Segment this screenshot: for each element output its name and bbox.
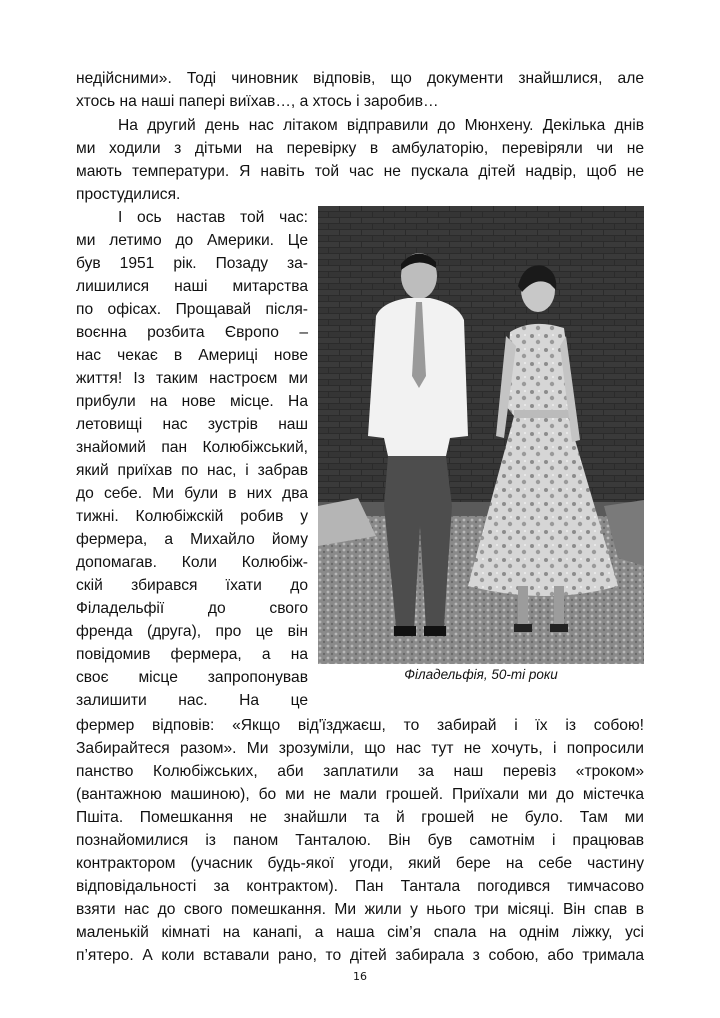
- photo-caption: Філадельфія, 50-ті роки: [404, 667, 558, 682]
- text-line: відповідальності за контрактом). Пан Тантала погодився тимчасово: [76, 878, 644, 895]
- text-line: недійсними». Тоді чиновник відповів, що документи знайшлися, але: [76, 70, 644, 87]
- figure: [318, 206, 644, 684]
- text-line: маленькій кімнаті на канапі, а наша сім’я спала на однім ліжку, усі: [76, 924, 644, 941]
- text-line: На другий день нас літаком відправили до Мюнхену. Декілька днів: [118, 117, 644, 134]
- text-line: Пшіта. Помешкання не знайшли та й грошей не було. Там ми: [76, 809, 644, 826]
- text-line: знайомий пан Колюбіжський,: [76, 439, 308, 456]
- text-line: Забирайтеся разом». Ми зрозуміли, що нас тут не хочуть, і попросили: [76, 740, 644, 757]
- text-line: п’ятеро. А коли вставали рано, то дітей забирала з собою, або тримала: [76, 947, 644, 964]
- text-line: френда (друга), про це він: [76, 623, 308, 640]
- text-line: взяти нас до свого помешкання. Ми жили у нього три місяці. Він спав в: [76, 901, 644, 918]
- text-line: який приїхав по нас, і забрав: [76, 462, 308, 479]
- text-line: своє місце запропонував: [76, 669, 308, 686]
- text-line: летовищі нас зустрів наш: [76, 416, 308, 433]
- text-line: воєнна розбита Європо –: [76, 324, 308, 341]
- text-line: ми ходили з дітьми на перевірку в амбулаторію, перевіряли чи не: [76, 140, 644, 157]
- text-line: хтось на наші папері виїхав…, а хтось і заробив…: [76, 93, 439, 110]
- text-line: ми летимо до Америки. Це: [76, 232, 308, 249]
- text-line: життя! Із таким настроєм ми: [76, 370, 308, 387]
- text-line: скій збирався їхати до: [76, 577, 308, 594]
- text-line: до себе. Ми були в них два: [76, 485, 308, 502]
- text-line: залишити нас. На це: [76, 692, 308, 709]
- text-line: по офісах. Прощавай після-: [76, 301, 308, 318]
- page-number: 16: [353, 970, 367, 983]
- text-line: познайомилися із паном Танталою. Він був самотнім і працював: [76, 832, 644, 849]
- text-line: повідомив фермера, а на: [76, 646, 308, 663]
- couple-photo: [318, 206, 644, 664]
- text-line: І ось настав той час:: [118, 209, 308, 226]
- text-line: (вантажною машиною), бо ми не мали грошей. Приїхали ми до містечка: [76, 786, 644, 803]
- text-line: контрактором (учасник будь-якої угоди, який бере на себе частину: [76, 855, 644, 872]
- text-line: Філадельфії до свого: [76, 600, 308, 617]
- text-line: фермера, а Михайло йому: [76, 531, 308, 548]
- text-line: допомагав. Коли Колюбіж-: [76, 554, 308, 571]
- text-line: нас чекає в Америці нове: [76, 347, 308, 364]
- couple-photo-drawing: [318, 206, 644, 664]
- text-line: лишилися наші митарства: [76, 278, 308, 295]
- text-line: прибули на нове місце. На: [76, 393, 308, 410]
- text-line: простудилися.: [76, 186, 181, 203]
- text-line: фермер відповів: «Якщо від'їзджаєш, то забирай і їх із собою!: [76, 717, 644, 734]
- text-line: панство Колюбіжських, аби заплатили за наш перевіз «троком»: [76, 763, 644, 780]
- text-line: тижні. Колюбіжскій робив у: [76, 508, 308, 525]
- text-line: мають температури. Я навіть той час не пускала дітей надвір, щоб не: [76, 163, 644, 180]
- text-line: був 1951 рік. Позаду за-: [76, 255, 308, 272]
